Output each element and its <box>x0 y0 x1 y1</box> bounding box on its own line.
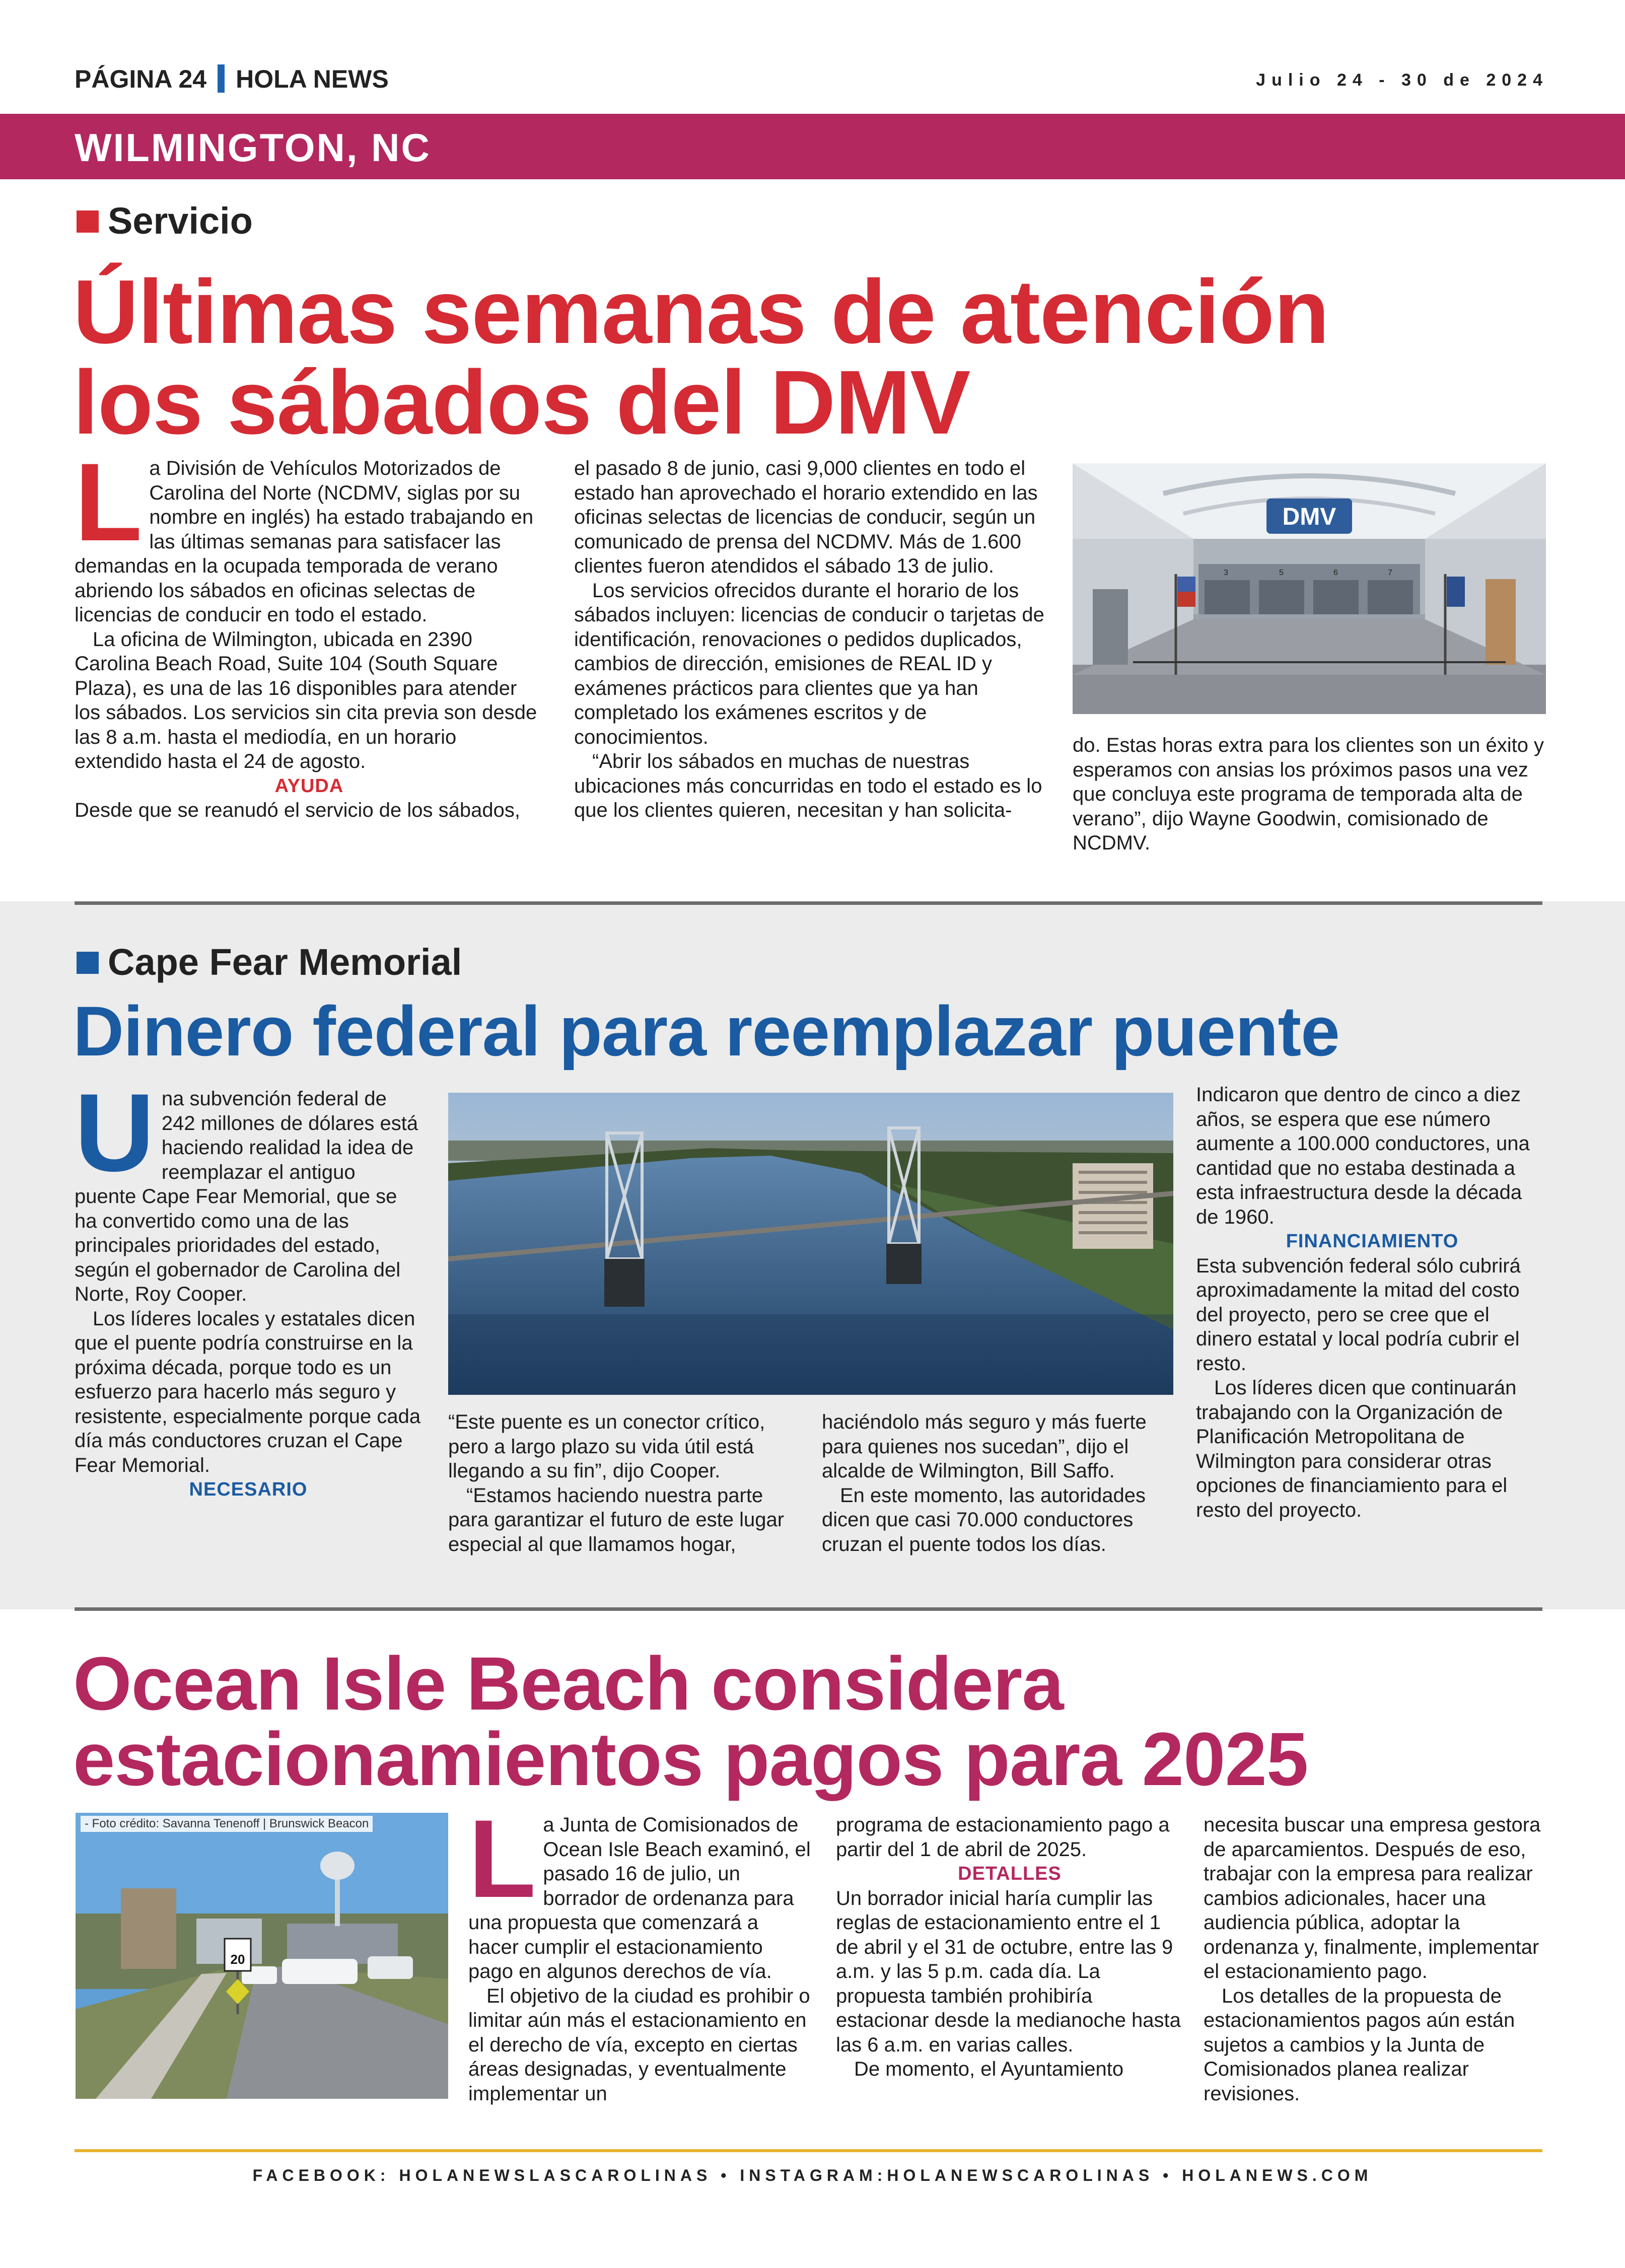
page-number: PÁGINA 24 <box>75 65 207 93</box>
article3-headline: Ocean Isle Beach considera estacionamientos pagos para 2025 <box>73 1641 1308 1801</box>
article1-column-1: L a División de Vehículos Motorizados de Carolina del Norte (NCDMV, siglas por su nombre en inglés) ha estado trabajando en las últimas semanas para satisfacer las demandas en la ocupada temporada de verano abriendo los sábados en oficinas selectas de licencias de conducir en todo el estado. La oficina de Wilmington, ubicada en 2390 Carolina Beach Road, Suite 104 (South Square Plaza), es una de las 16 disponibles para atender los sábados. Los servicios sin cita previa son desde las 8 a.m. hasta el mediodía, en un horario extendido hasta el 24 de agosto. AYUDA Desde que se reanudó el servicio de los sábados, <box>75 456 544 823</box>
dropcap: U <box>75 1071 155 1194</box>
article2-column-1: U na subvención federal de 242 millones de dólares está haciendo realidad la idea de reemplazar el antiguo puente Cape Fear Memorial, que se ha convertido como una de las principales prioridades del estado, según el gobernador de Carolina del Norte, Roy Cooper. Los líderes locales y estatales dicen que el puente podría construirse en la próxima década, porque todo es un esfuerzo para hacerlo más seguro y resistente, especialmente porque cada día más conductores cruzan el Cape Fear Memorial. NECESARIO <box>75 1087 422 1502</box>
dropcap: L <box>468 1797 536 1921</box>
article3-column-1: L a Junta de Comisionados de Ocean Isle Beach examinó, el pasado 16 de julio, un borrador de ordenanza para una propuesta que comenzará a hacer cumplir el estacionamiento pago en algunos derechos de vía. El objetivo de la ciudad es prohibir o limitar aún más el estacionamiento en el derecho de vía, excepto en ciertas áreas designadas, y eventualmente implementar un <box>468 1797 811 2105</box>
article2-headline: Dinero federal para reemplazar puente <box>73 991 1339 1071</box>
section-label-servicio: Servicio <box>77 199 253 242</box>
article3-column-3: necesita buscar una empresa gestora de aparcamientos. Después de eso, trabajar con la empresa para realizar cambios adicionales, hacer una audiencia pública, adoptar la ordenanza y, finalmente, implementar el estacionamiento pago. Los detalles de la propuesta de estacionamientos pagos aún están sujetos a cambios y la Junta de Comisionados planea realizar revisiones. <box>1204 1814 1541 2105</box>
issue-date: Julio 24 - 30 de 2024 <box>1256 70 1548 90</box>
article1-column-3: do. Estas horas extra para los clientes son un éxito y esperamos con ansias los próximos pasos una vez que concluya este programa de temporada alta de verano”, dijo Wayne Goodwin, comisionado de NCDMV. <box>1073 734 1544 854</box>
city-name: WILMINGTON, NC <box>75 125 431 170</box>
footer-social-links: FACEBOOK: HOLANEWSLASCAROLINAS • INSTAGRAM:HOLANEWSCAROLINAS • HOLANEWS.COM <box>252 2166 1373 2184</box>
bridge-aerial-photo <box>448 1093 1173 1395</box>
article3-column-2: programa de estacionamiento pago a partir del 1 de abril de 2025. DETALLES Un borrador inicial haría cumplir las reglas de estacionamiento entre el 1 de abril y el 31 de octubre, entre las 9 a.m. y las 5 p.m. cada día. La propuesta también prohibiría estacionar desde la medianoche hasta las 6 a.m. en varias calles. De momento, el Ayuntamiento <box>836 1813 1183 2082</box>
article2-column-4: Indicaron que dentro de cinco a diez años, se espera que ese número aumente a 100.000 conductores, una cantidad que no estaba destinada a esta infraestructura desde la década de 1960. FINANCIAMIENTO Esta subvención federal sólo cubrirá aproximadamente la mitad del costo del proyecto, pero se cree que el dinero estatal y local podría cubrir el resto. Los líderes dicen que continuarán trabajando con la Organización de Planificación Metropolitana de Wilmington para considerar otras opciones de financiamiento para el resto del proyecto. <box>1196 1083 1548 1522</box>
article2-column-3: haciéndolo más seguro y más fuerte para quienes nos sucedan”, dijo el alcalde de Wilmington, Bill Saffo. En este momento, las autoridades dicen que casi 70.000 conductores cruzan el puente todos los días. <box>822 1411 1147 1555</box>
subhead-necesario: NECESARIO <box>189 1479 308 1500</box>
page-header <box>75 64 389 94</box>
photo-credit: - Foto crédito: Savanna Tenenoff | Brunswick Beacon <box>81 1816 373 1832</box>
section-label-cape-fear: Cape Fear Memorial <box>77 941 462 983</box>
dmv-office-photo <box>1073 463 1546 714</box>
article1-column-2: el pasado 8 de junio, casi 9,000 clientes en todo el estado han aprovechado el horario extendido en las oficinas selectas de licencias de conducir, según un comunicado de prensa del NCDMV. Más de 1.600 clientes fueron atendidos el sábado 13 de julio. Los servicios ofrecidos durante el horario de los sábados incluyen: licencias de conducir o tarjetas de identificación, renovaciones o pedidos duplicados, cambios de dirección, emisiones de REAL ID y exámenes prácticos para clientes que ya han completado los exámenes escritos y de conocimientos. “Abrir los sábados en muchas de nuestras ubicaciones más concurridas en todo el estado es lo que los clientes quieren, necesitan y han solicita- <box>574 457 1044 821</box>
subhead-ayuda: AYUDA <box>274 775 344 797</box>
section-divider-bottom <box>75 1607 1542 1611</box>
dropcap: L <box>75 440 143 564</box>
city-banner <box>0 114 1625 179</box>
section-divider-top <box>75 901 1542 905</box>
publication-name: HOLA NEWS <box>236 65 389 93</box>
svg-text:7: 7 <box>1388 569 1392 577</box>
svg-text:3: 3 <box>1224 569 1228 577</box>
subhead-detalles: DETALLES <box>958 1863 1062 1884</box>
footer-rule <box>75 2149 1542 2152</box>
red-square-icon <box>77 210 99 233</box>
svg-text:5: 5 <box>1279 569 1284 577</box>
svg-text:6: 6 <box>1333 569 1338 577</box>
header-divider <box>218 64 225 93</box>
subhead-financiamiento: FINANCIAMIENTO <box>1286 1231 1459 1252</box>
dmv-sign: DMV <box>1282 504 1336 530</box>
article1-headline: Últimas semanas de atención los sábados del DMV <box>73 261 1329 453</box>
article2-column-2: “Este puente es un conector crítico, pero a largo plazo su vida útil está llegando a su fin”, dijo Cooper. “Estamos haciendo nuestra parte para garantizar el futuro de este lugar especial al que llamamos hogar, <box>448 1411 785 1555</box>
ocean-isle-street-photo <box>76 1813 448 2099</box>
blue-square-icon <box>77 952 99 974</box>
speed-limit-sign: 20 <box>230 1952 245 1967</box>
